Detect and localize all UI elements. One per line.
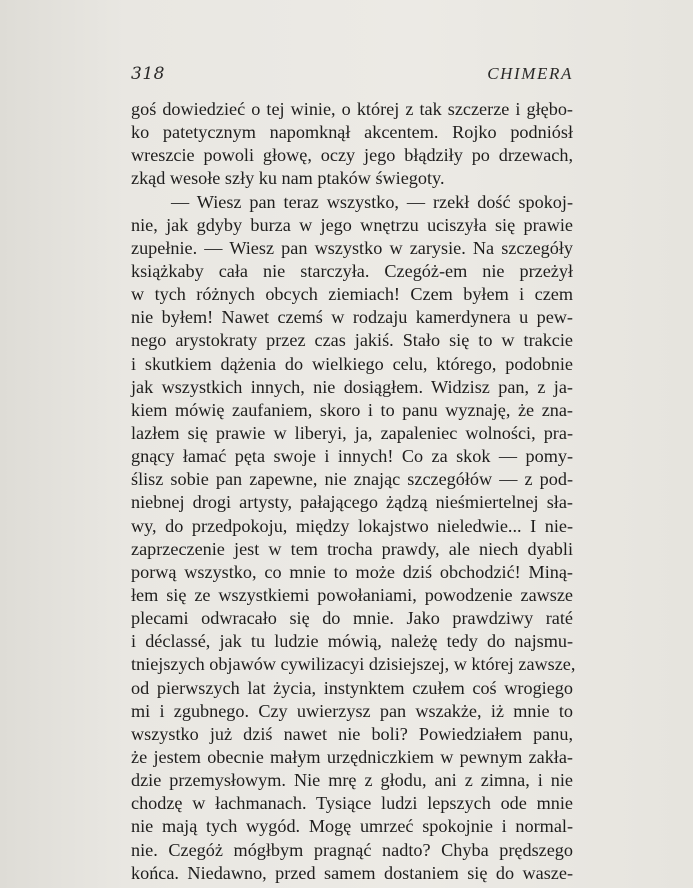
text-line: i déclassé, jak tu ludzie mówią, należę tedy do najsmu- (131, 631, 573, 652)
page-number: 318 (131, 64, 165, 84)
page-header (131, 64, 573, 88)
text-line: w tych różnych obcych ziemiach! Czem byłem i czem (131, 284, 573, 305)
text-line: — Wiesz pan teraz wszystko, — rzekł dość spokoj- (171, 191, 573, 212)
text-line: zkąd wesołe szły ku nam ptaków świegoty. (131, 168, 445, 189)
running-title: CHIMERA (487, 64, 573, 83)
text-line: że jestem obecnie małym urzędniczkiem w pewnym zakła- (131, 746, 573, 767)
text-line: wreszcie powoli głowę, oczy jego błądziły po drzewach, (131, 145, 573, 166)
text-line: mi i zgubnego. Czy uwierzysz pan wszakże, iż mnie to (131, 700, 573, 721)
text-line: wy, do przedpokoju, między lokajstwo nieledwie... I nie- (131, 515, 573, 536)
text-line: dzie przemysłowym. Nie mrę z głodu, ani z zimna, i nie (131, 770, 573, 791)
text-line: książkaby cała nie starczyła. Czegóż-em nie przeżył (131, 260, 573, 281)
text-line: nie mają tych wygód. Mogę umrzeć spokojnie i normal- (131, 816, 573, 837)
text-line: zaprzeczenie jest w tem trocha prawdy, ale niech dyabli (131, 538, 573, 559)
text-line: nie byłem! Nawet czemś w rodzaju kamerdynera u pew- (131, 307, 573, 328)
text-line: gnący łamać pęta swoje i innych! Co za skok — pomy- (131, 446, 573, 467)
text-line: plecami odwracało się do mnie. Jako prawdziwy raté (131, 608, 573, 629)
text-line: końca. Niedawno, przed samem dostaniem się do wasze- (131, 862, 573, 883)
text-line: od pierwszych lat życia, instynktem czułem coś wrogiego (131, 677, 573, 698)
text-line: tniejszych objawów cywilizacyi dzisiejszej, w której zawsze, (131, 654, 576, 675)
text-line: lazłem się prawie w liberyi, ja, zapaleniec wolności, pra- (131, 422, 573, 443)
text-line: porwą wszystko, co mnie to może dziś obchodzić! Miną- (131, 561, 573, 582)
text-line: i skutkiem dążenia do wielkiego celu, którego, podobnie (131, 353, 573, 374)
text-line: niebnej drogi artysty, pałającego żądzą nieśmiertelnej sła- (131, 492, 573, 513)
body-text (131, 98, 576, 885)
text-line: łem się ze wszystkiemi powołaniami, powodzenie zawsze (131, 584, 573, 605)
text-line: kiem mówię zaufaniem, skoro i to panu wyznaję, że zna- (131, 399, 573, 420)
text-line: chodzę w łachmanach. Tysiące ludzi lepszych ode mnie (131, 793, 573, 814)
text-line: nego arystokraty przez czas jakiś. Stało się to w trakcie (131, 330, 573, 351)
text-line: ko patetycznym napomknął akcentem. Rojko podniósł (131, 122, 573, 143)
text-line: nie, jak gdyby burza w jego wnętrzu uciszyła się prawie (131, 214, 573, 235)
text-line: jak wszystkich innych, nie dosiągłem. Widzisz pan, z ja- (131, 376, 573, 397)
text-line: zupełnie. — Wiesz pan wszystko w zarysie. Na szczegóły (131, 237, 573, 258)
text-line: nie. Czegóż mógłbym pragnąć nadto? Chyba prędszego (131, 839, 573, 860)
text-line: ślisz sobie pan zapewne, nie znając szczegółów — z pod- (131, 469, 573, 490)
text-line: wszystko już dziś nawet nie boli? Powiedziałem panu, (131, 723, 573, 744)
text-line: goś dowiedzieć o tej winie, o której z tak szczerze i głębo- (131, 99, 573, 119)
